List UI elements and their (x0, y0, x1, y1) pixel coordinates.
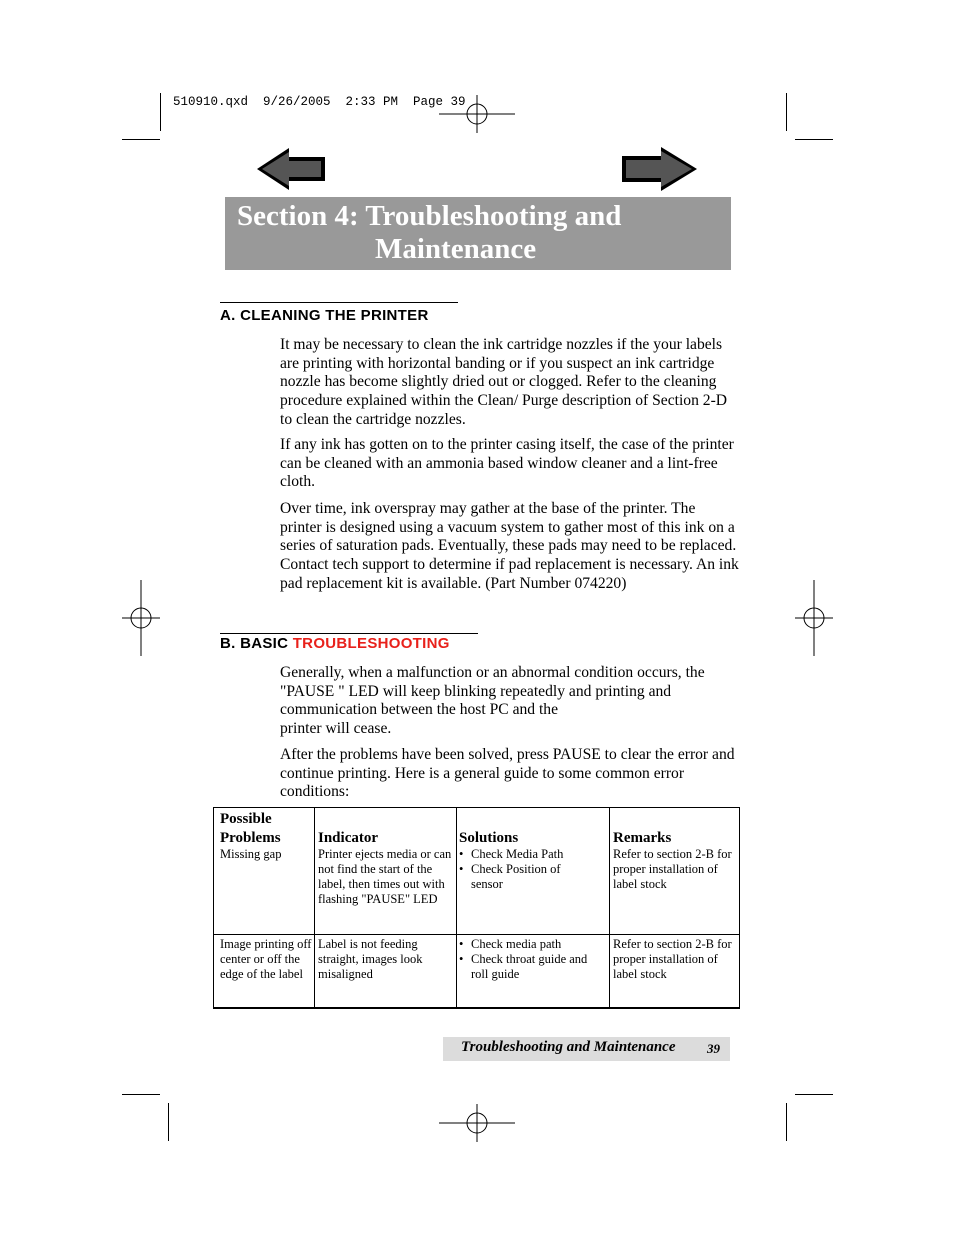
registration-mark-icon (439, 95, 515, 133)
crop-mark (122, 139, 160, 140)
file-slug: 510910.qxd 9/26/2005 2:33 PM Page 39 (173, 95, 466, 109)
table-header-indicator: Indicator (318, 830, 378, 846)
troubleshooting-table (213, 807, 740, 1009)
table-divider (609, 808, 610, 1007)
registration-mark-icon (795, 580, 833, 656)
table-cell-indicator: Printer ejects media or can not find the start of the label, then times out with flashing "PAUSE" LED (318, 847, 452, 906)
table-cell-problem: Image printing off center or off the edge of the label (220, 937, 312, 981)
solution-item: • Check media path (458, 937, 606, 952)
table-cell-indicator: Label is not feeding straight, images look misaligned (318, 937, 423, 981)
section-b-heading-highlight: TROUBLESHOOTING (292, 635, 450, 652)
crop-mark (122, 1094, 160, 1095)
crop-mark (786, 1103, 787, 1141)
left-arrow-icon[interactable] (254, 146, 328, 192)
header-line: Problems (220, 830, 281, 846)
section-title-line1: Section 4: Troubleshooting and (237, 200, 622, 232)
paragraph: It may be necessary to clean the ink cartridge nozzles if the your labels are printing with horizontal banding or if you suspect an ink cartridge nozzle has become slightly dried out or clogged. Refer to the cleaning procedure explained within the Clean/ Purge description of Section 2-D to clean the cartridge nozzles. (280, 336, 728, 428)
table-header-remarks: Remarks (613, 830, 672, 846)
page-number: 39 (707, 1041, 720, 1056)
crop-mark (160, 93, 161, 131)
table-header-problems (220, 810, 281, 848)
section-a-heading: A. CLEANING THE PRINTER (220, 307, 429, 324)
paragraph-line: Generally, when a malfunction or an abnormal condition occurs, the "PAUSE " LED will keep blinking repeatedly and printing and communication between the host PC and the (280, 664, 705, 719)
paragraph: If any ink has gotten on to the printer casing itself, the case of the printer can be cleaned with an ammonia based window cleaner and a lint-free cloth. (280, 436, 734, 491)
registration-mark-icon (122, 580, 160, 656)
section-b-heading-prefix: B. BASIC (220, 635, 293, 652)
footer-title: Troubleshooting and Maintenance (461, 1039, 676, 1055)
crop-mark (168, 1103, 169, 1141)
solution-item: • Check Position of sensor (458, 862, 571, 892)
section-b-heading (220, 635, 450, 652)
table-cell-solutions (458, 847, 606, 892)
crop-mark (795, 1094, 833, 1095)
table-cell-remarks: Refer to section 2-B for proper installation of label stock (613, 847, 732, 891)
crop-mark (795, 139, 833, 140)
solution-item: • Check Media Path (458, 847, 606, 862)
paragraph (280, 664, 740, 739)
registration-mark-icon (439, 1104, 515, 1142)
table-divider (314, 808, 315, 1007)
crop-mark (786, 93, 787, 131)
section-b-rule (220, 633, 478, 634)
paragraph-line: printer will cease. (280, 720, 392, 738)
right-arrow-icon[interactable] (620, 145, 700, 193)
paragraph: After the problems have been solved, press PAUSE to clear the error and continue printing. Here is a general guide to some common error conditions: (280, 746, 735, 801)
page-footer (443, 1037, 730, 1061)
section-a-rule (220, 302, 458, 303)
table-divider (456, 808, 457, 1007)
paragraph: Over time, ink overspray may gather at the base of the printer. The printer is designed using a vacuum system to gather most of this ink on a series of saturation pads. Eventually, these pads may need to be replaced. Contact tech support to determine if pad replacement is necessary. An ink pad replacement kit is available. (Part Number 074220) (280, 500, 739, 592)
section-title-line2: Maintenance (375, 233, 537, 265)
table-cell-solutions (458, 937, 606, 982)
section-title-banner (225, 197, 731, 270)
table-cell-problem: Missing gap (220, 847, 282, 861)
table-divider (214, 934, 739, 935)
table-header-solutions: Solutions (459, 830, 519, 846)
table-cell-remarks: Refer to section 2-B for proper installation of label stock (613, 937, 732, 981)
solution-item: • Check throat guide and roll guide (458, 952, 591, 982)
header-line: Possible (220, 811, 272, 827)
